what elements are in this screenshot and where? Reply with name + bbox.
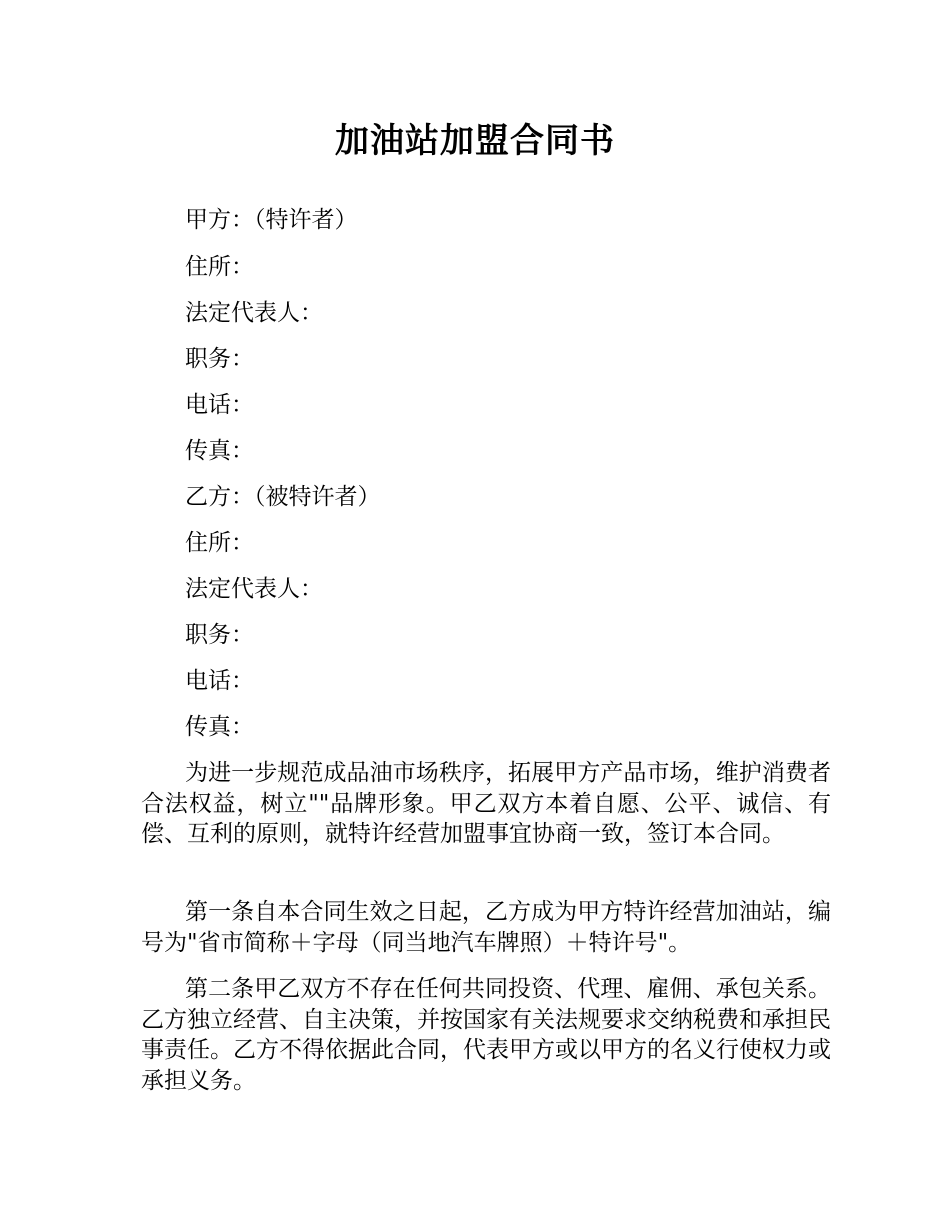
- party-b-legal-rep: 法定代表人：: [185, 576, 323, 602]
- party-a-legal-rep: 法定代表人：: [185, 300, 323, 326]
- party-a-phone: 电话：: [185, 392, 254, 418]
- party-a-label: 甲方：（特许者）: [185, 207, 358, 233]
- party-b-address: 住所：: [185, 530, 254, 556]
- party-a-address: 住所：: [185, 254, 254, 280]
- party-a-position: 职务：: [185, 346, 254, 372]
- paragraph-preamble: 为进一步规范成品油市场秩序，拓展甲方产品市场，维护消费者合法权益，树立""品牌形象。甲乙双方本着自愿、公平、诚信、有偿、互利的原则，就特许经营加盟事宜协商一致，签订本合同。: [141, 760, 831, 847]
- party-b-position: 职务：: [185, 622, 254, 648]
- party-a-fax: 传真：: [185, 438, 254, 464]
- party-b-phone: 电话：: [185, 668, 254, 694]
- document-title: 加油站加盟合同书: [335, 121, 615, 161]
- party-b-fax: 传真：: [185, 714, 254, 740]
- paragraph-article-1: 第一条自本合同生效之日起，乙方成为甲方特许经营加油站，编号为"省市简称＋字母（同当地汽车牌照）＋特许号"。: [141, 899, 831, 956]
- party-b-label: 乙方：（被特许者）: [185, 484, 381, 510]
- paragraph-article-2: 第二条甲乙双方不存在任何共同投资、代理、雇佣、承包关系。乙方独立经营、自主决策，并按国家有关法规要求交纳税费和承担民事责任。乙方不得依据此合同，代表甲方或以甲方的名义行使权力或承担义务。: [141, 976, 831, 1094]
